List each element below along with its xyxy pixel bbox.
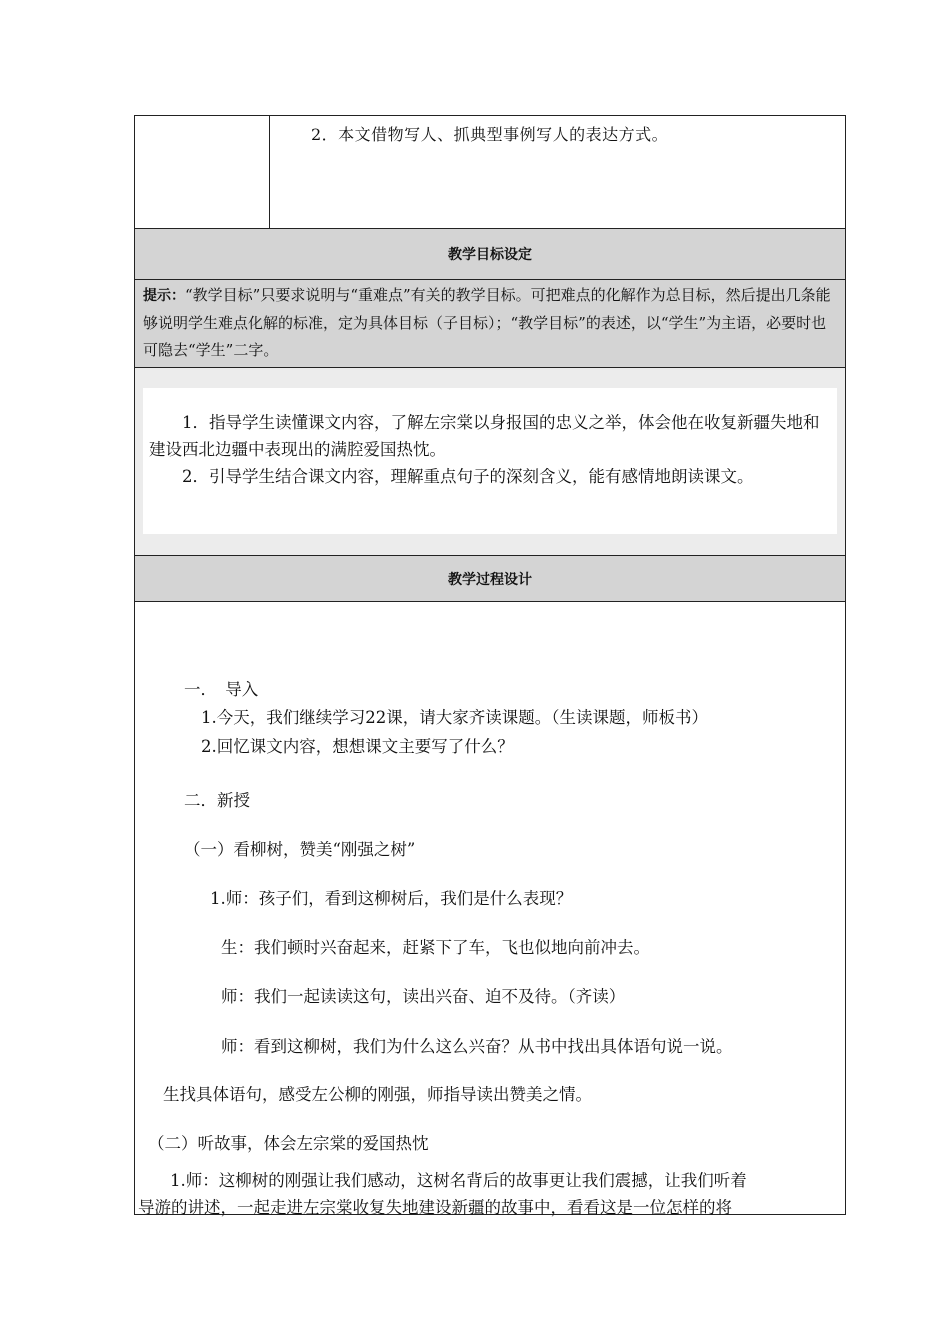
goals-text-box xyxy=(143,388,837,534)
process-line: 师：看到这柳树，我们为什么这么兴奋？从书中找出具体语句说一说。 xyxy=(221,1037,733,1056)
process-line: 1.师：这柳树的刚强让我们感动，这树名背后的故事更让我们震撼，让我们听着 xyxy=(170,1171,747,1190)
process-line: 师：我们一起读读这句，读出兴奋、迫不及待。（齐读） xyxy=(221,987,626,1006)
key-points-row xyxy=(134,115,846,228)
hint-text: “教学目标”只要求说明与“重难点”有关的教学目标。可把难点的化解作为总目标，然后提出几条能够说明学生难点化解的标准，定为具体目标（子目标）；“教学目标”的表述，以“学生”为主语，必要时也可隐去“学生”二字。 xyxy=(143,286,831,359)
process-heading-new: 二．新授 xyxy=(184,791,250,810)
process-line: 导游的讲述，一起走进左宗棠收复失地建设新疆的故事中，看看这是一位怎样的将 xyxy=(138,1198,732,1217)
section-header-process xyxy=(134,555,846,601)
process-subheading: （一）看柳树，赞美“刚强之树” xyxy=(184,840,416,859)
hint-label: 提示： xyxy=(143,288,185,304)
process-line: 生：我们顿时兴奋起来，赶紧下了车，飞也似地向前冲去。 xyxy=(221,938,650,957)
section-header-goals xyxy=(134,228,846,279)
goal-item-2: 2．引导学生结合课文内容，理解重点句子的深刻含义，能有感情地朗读课文。 xyxy=(182,467,754,486)
process-cell xyxy=(134,601,846,1215)
goals-cell xyxy=(134,367,846,555)
goal-item-1: 1．指导学生读懂课文内容，了解左宗棠以身报国的忠义之举，体会他在收复新疆失地和建设西北边疆中表现出的满腔爱国热忱。 xyxy=(149,413,820,459)
row-label-cell xyxy=(135,116,270,228)
lesson-plan-table xyxy=(134,115,846,1215)
process-subheading: （二）听故事，体会左宗棠的爱国热忱 xyxy=(148,1134,429,1153)
section-title-process: 教学过程设计 xyxy=(448,571,532,588)
key-point-2: 2．本文借物写人、抓典型事例写人的表达方式。 xyxy=(311,125,669,144)
process-line: 1.师：孩子们，看到这柳树后，我们是什么表现？ xyxy=(210,889,573,908)
process-heading-intro: 一． 导入 xyxy=(184,680,259,699)
process-line: 2.回忆课文内容，想想课文主要写了什么？ xyxy=(201,737,514,756)
hint-box xyxy=(134,279,846,367)
process-line: 生找具体语句，感受左公柳的刚强，师指导读出赞美之情。 xyxy=(163,1085,592,1104)
process-line: 1.今天，我们继续学习22课，请大家齐读课题。（生读课题，师板书） xyxy=(201,708,708,727)
section-title-goals: 教学目标设定 xyxy=(448,247,532,263)
